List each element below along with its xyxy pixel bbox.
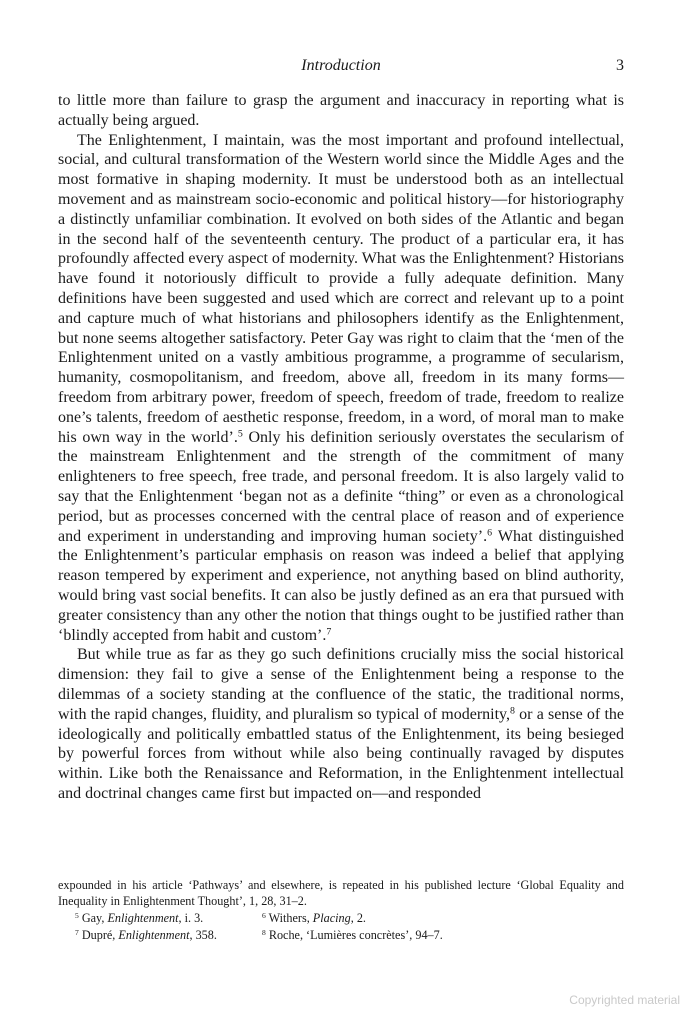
footnote-ref-6[interactable]: 6 [487,527,493,539]
footnote-carryover: expounded in his article ‘Pathways’ and elsewhere, is repeated in his published lecture ‘Global Equality and Inequality in Enlightenment Thought’, 1, 28, 31–2. [58,878,624,908]
body-text [58,91,624,804]
running-head [58,57,624,79]
footnote-ref-7[interactable]: 7 [326,626,332,638]
paragraph-social-dimension [58,645,624,803]
footnotes [58,877,624,943]
paragraph-text: The Enlightenment, I maintain, was the most important and profound intellectual, social, and cultural transformation of the Western world since the Middle Ages and the most formative in shaping modernity. It must be understood both as an intellectual movement and as mainstream socio-economic and political history—for historiography a distinctly unfamiliar combination. It evolved on both sides of the Atlantic and began in the second half of the seventeenth century. The product of a particular era, it has profoundly affected every aspect of modernity. What was the Enlightenment? Historians have found it notoriously difficult to provide a fully adequate definition. Many definitions have been suggested and used which are correct and relevant up to a point and capture much of what historians and philosophers identify as the Enlightenment, but none seems altogether satisfactory. Peter Gay was right to claim that the ‘men of the Enlightenment united on a vastly ambitious programme, a programme of secularism, humanity, cosmopolitanism, and freedom, above all, freedom in its many forms—freedom from arbitrary power, freedom of speech, freedom of trade, freedom to realize one’s talents, freedom of aesthetic response, freedom, in a word, of moral man to make his own way in the world’. [58,131,624,446]
paragraph-enlightenment-definition [58,131,624,646]
copyright-watermark: Copyrighted material [569,993,680,1007]
footnote-ref-5[interactable]: 5 [237,428,243,440]
paragraph-text: But while true as far as they go such definitions crucially miss the social historical dimension: they fail to give a sense of the Enlightenment being a response to the dilemmas of a society standing at the confluence of the static, the traditional norms, with the rapid changes, fluidity, and pluralism so typical of modernity, [58,646,624,723]
footnote-ref-8[interactable]: 8 [510,705,515,717]
paragraph-continuation: to little more than failure to grasp the argument and inaccuracy in reporting what is actually being argued. [58,92,624,129]
running-title: Introduction [301,57,381,74]
paragraph-text: What distinguished the Enlightenment’s particular emphasis on reason was indeed a belief that applying reason tempered by experiment and experience, not anything based on blind authority, would bring vast social benefits. It can also be justly defined as an era that pursued with greater consistency than any other the notion that things ought to be justified rather than ‘blindly accepted from habit and custom’. [58,527,624,644]
paragraph-text: or a sense of the ideologically and politically embattled status of the Enlightenment, its being besieged by powerful forces from without while also being continually ravaged by disputes within. Like both the Renaissance and Reformation, in the Enlightenment intellectual and doctrinal changes came first but impacted on—and responded [58,705,624,802]
footnote-7: $^7$ Dupré, Enlightenment, 358. [75,927,217,942]
footnote-5: $^5$ Gay, Enlightenment, i. 3. [75,910,204,925]
footnote-6: $^6$ Withers, Placing, 2. [262,910,366,925]
paragraph-text: Only his definition seriously overstates the secularism of the mainstream Enlightenment and the strength of the commitment of many enlighteners to free speech, free trade, and personal freedom. It is also largely valid to say that the Enlightenment ‘began not as a definite “thing” or even as a chronological period, but as processes concerned with the central place of reason and of experience and experiment in understanding and improving human society’. [58,428,625,545]
footnote-8: $^8$ Roche, ‘Lumières concrètes’, 94–7. [262,927,443,942]
footnote-row [58,927,624,943]
page-number: 3 [616,57,624,74]
footnote-row [58,910,624,926]
